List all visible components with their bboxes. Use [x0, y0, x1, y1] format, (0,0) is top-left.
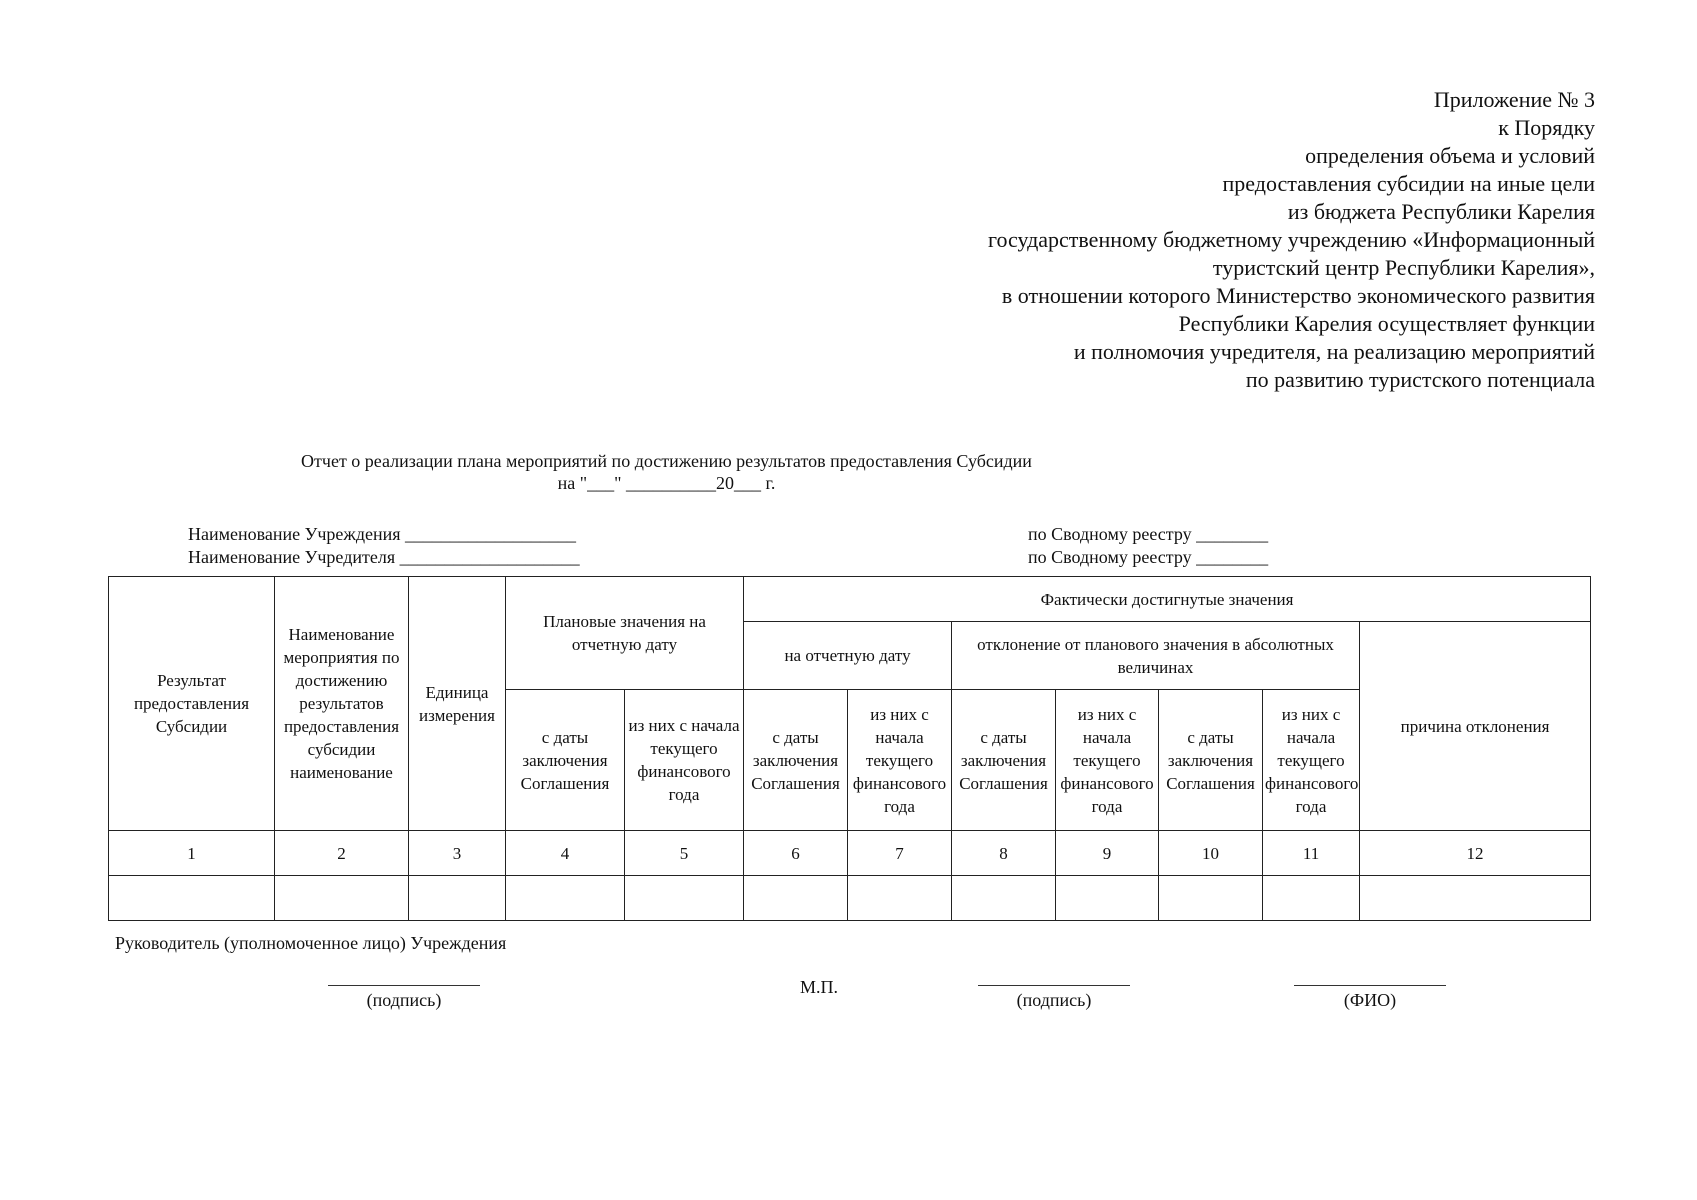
- column-number: 6: [744, 831, 848, 876]
- table-cell[interactable]: [1159, 876, 1263, 921]
- signature-block-1: [328, 985, 480, 1011]
- column-number: 10: [1159, 831, 1263, 876]
- table-cell[interactable]: [506, 876, 625, 921]
- column-number: 1: [109, 831, 275, 876]
- signature-line: [978, 985, 1130, 986]
- sub-from-agreement: с даты заключения Соглашения: [744, 690, 848, 831]
- table-cell[interactable]: [109, 876, 275, 921]
- signature-block-2: [978, 985, 1130, 1011]
- sub-from-agreement: с даты заключения Соглашения: [952, 690, 1056, 831]
- column-number: 11: [1263, 831, 1360, 876]
- sub-from-fy: из них с начала текущего финансового года: [625, 690, 744, 831]
- appendix-line: предоставления субсидии на иные цели: [1222, 171, 1595, 196]
- table-cell[interactable]: [1056, 876, 1159, 921]
- report-title: [0, 450, 1333, 494]
- appendix-line: Приложение № 3: [1433, 87, 1595, 112]
- column-number: 12: [1360, 831, 1591, 876]
- sub-from-fy: из них с начала текущего финансового года: [1056, 690, 1159, 831]
- header-deviation: отклонение от планового значения в абсолютных величинах: [952, 622, 1360, 690]
- signature-caption: (подпись): [1016, 990, 1092, 1010]
- table-cell[interactable]: [1263, 876, 1360, 921]
- sub-from-fy: из них с начала текущего финансового года: [848, 690, 952, 831]
- report-table: [108, 576, 1591, 921]
- table-cell[interactable]: [409, 876, 506, 921]
- signature-line: [1294, 985, 1446, 986]
- column-number: 2: [275, 831, 409, 876]
- sub-from-agreement: с даты заключения Соглашения: [1159, 690, 1263, 831]
- table-cell[interactable]: [275, 876, 409, 921]
- appendix-line: из бюджета Республики Карелия: [1287, 199, 1595, 224]
- appendix-line: и полномочия учредителя, на реализацию мероприятий: [1073, 339, 1595, 364]
- sub-from-agreement: с даты заключения Соглашения: [506, 690, 625, 831]
- registry-field-2: по Сводному реестру ________: [1028, 547, 1269, 567]
- institution-name-field: Наименование Учреждения ___________________: [188, 524, 577, 544]
- signature-line: [328, 985, 480, 986]
- appendix-line: определения объема и условий: [1305, 143, 1595, 168]
- header-unit: Единица измерения: [409, 577, 506, 831]
- table-cell[interactable]: [952, 876, 1056, 921]
- column-number: 3: [409, 831, 506, 876]
- appendix-line: к Порядку: [1498, 115, 1595, 140]
- founder-name-field: Наименование Учредителя ____________________: [188, 547, 580, 567]
- column-number: 9: [1056, 831, 1159, 876]
- appendix-line: туристский центр Республики Карелия»,: [1212, 255, 1595, 280]
- full-name-caption: (ФИО): [1343, 990, 1397, 1010]
- signature-caption: (подпись): [366, 990, 442, 1010]
- header-reason: причина отклонения: [1360, 622, 1591, 831]
- report-title-text: Отчет о реализации плана мероприятий по достижению результатов предоставления Субсидии: [301, 451, 1032, 471]
- signer-label: Руководитель (уполномоченное лицо) Учреждения: [115, 933, 507, 953]
- header-planned: Плановые значения на отчетную дату: [506, 577, 744, 690]
- info-left: [188, 523, 580, 569]
- info-right: [1028, 523, 1268, 569]
- header-event: Наименование мероприятия по достижению результатов предоставления субсидии наименование: [275, 577, 409, 831]
- table-cell[interactable]: [744, 876, 848, 921]
- appendix-line: государственному бюджетному учреждению «Информационный: [987, 227, 1595, 252]
- column-number: 7: [848, 831, 952, 876]
- registry-field-1: по Сводному реестру ________: [1028, 524, 1269, 544]
- column-number: 4: [506, 831, 625, 876]
- appendix-line: Республики Карелия осуществляет функции: [1178, 311, 1595, 336]
- header-actual: Фактически достигнутые значения: [744, 577, 1591, 622]
- appendix-line: по развитию туристского потенциала: [1245, 367, 1595, 392]
- header-actual-on-date: на отчетную дату: [744, 622, 952, 690]
- column-number: 5: [625, 831, 744, 876]
- sub-from-fy: из них с начала текущего финансового года: [1263, 690, 1360, 831]
- table-cell[interactable]: [625, 876, 744, 921]
- column-numbers-row: [109, 831, 1591, 876]
- stamp-label: М.П.: [800, 977, 839, 997]
- table-cell[interactable]: [848, 876, 952, 921]
- full-name-block: [1294, 985, 1446, 1011]
- table-cell[interactable]: [1360, 876, 1591, 921]
- appendix-line: в отношении которого Министерство экономического развития: [1001, 283, 1595, 308]
- table-row: [109, 876, 1591, 921]
- appendix-header: [988, 86, 1595, 394]
- report-date-line: на "___" __________20___ г.: [557, 473, 776, 493]
- header-result: Результат предоставления Субсидии: [109, 577, 275, 831]
- column-number: 8: [952, 831, 1056, 876]
